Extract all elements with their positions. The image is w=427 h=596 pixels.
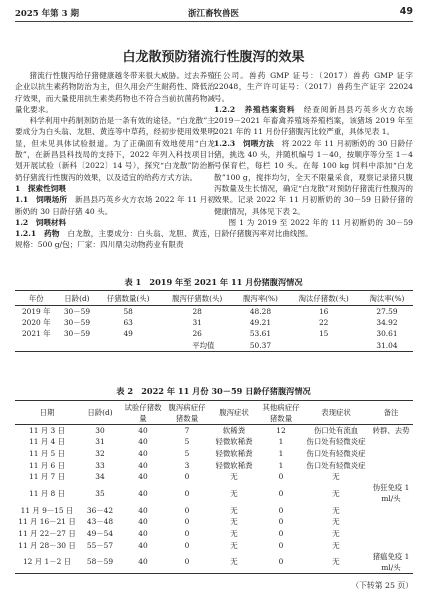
- table-cell: 11 月 3 日: [29, 426, 65, 436]
- right-column: [214, 70, 413, 239]
- table2-header-cell: 腹泻症状: [219, 408, 249, 417]
- section-1-2-2-text: 经查阅新昌县巧英乡火方农场 2019－2021 年畜禽养殖场养殖档案，该猪场 2019 年至 2021 年的 11 月份仔猪腹泻比较严重，具体见表 1。: [214, 104, 414, 137]
- table-row: [15, 328, 413, 339]
- table-cell: 40: [138, 448, 148, 458]
- table-cell: 31: [95, 437, 105, 447]
- table-cell: 0: [184, 505, 190, 515]
- table-cell: 轻微软稀粪: [215, 460, 253, 470]
- section-1-2-2: [214, 104, 413, 138]
- table-cell: [369, 504, 413, 516]
- section-1-1-heading: 1.1 饲喂场所: [15, 195, 68, 205]
- table-cell: 2019 年: [21, 307, 51, 316]
- table-cell: 无: [230, 472, 238, 482]
- table-cell: [369, 528, 413, 540]
- table-cell: 30－59: [63, 307, 91, 316]
- table-row: [15, 539, 413, 551]
- table-cell: 15: [318, 329, 329, 339]
- page-header: [0, 0, 427, 22]
- table-cell: 伤口处有轻微炎症: [306, 437, 366, 447]
- table-cell: 11 月 7 日: [29, 472, 65, 482]
- table-cell: 11 月 16－21 日: [18, 517, 76, 527]
- table-cell: 58: [123, 307, 133, 316]
- left-column: [15, 70, 215, 251]
- table-cell: 28: [192, 307, 202, 316]
- table-cell: 40: [138, 557, 148, 567]
- table-cell: 11 月 9－15 日: [20, 505, 74, 515]
- table-row: [15, 425, 413, 437]
- table-cell: 30－59: [63, 329, 91, 339]
- table-cell: 0: [184, 517, 190, 527]
- table-cell: 无: [230, 488, 238, 498]
- table-cell: 49.21: [249, 318, 272, 328]
- table-cell: 伤口处有轻微炎症: [306, 448, 366, 458]
- table-cell: 40: [138, 437, 148, 447]
- table-cell: 1: [278, 460, 284, 470]
- table-cell: 30－59: [63, 318, 91, 328]
- table-cell: 0: [278, 540, 284, 550]
- table-row: [15, 436, 413, 448]
- table1-average-row: [15, 340, 413, 352]
- table-cell: 无: [332, 488, 340, 498]
- table-cell: 33: [95, 460, 105, 470]
- table-cell: 40: [138, 426, 148, 436]
- table-cell: 无: [332, 472, 340, 482]
- table1-header-cell: 仔猪数量(头): [106, 293, 150, 303]
- table-cell: 11 月 6 日: [29, 460, 65, 470]
- table-cell: 11 月 5 日: [29, 448, 65, 458]
- table-cell: [369, 436, 413, 448]
- table-cell: 34.92: [376, 318, 398, 328]
- table1-body: [15, 306, 413, 340]
- table-cell: 5: [184, 448, 190, 458]
- table-cell: 55－57: [86, 540, 114, 550]
- table1-average-label: 平均值: [192, 340, 215, 350]
- table1-header-cell: 淘汰仔猪数(头): [298, 293, 349, 303]
- table-cell: 5: [184, 437, 190, 447]
- table-cell: 34: [95, 472, 105, 482]
- table-cell: 0: [184, 528, 190, 538]
- table-cell: 40: [138, 472, 148, 482]
- table-cell: 0: [278, 528, 284, 538]
- table-cell: 32: [95, 448, 105, 458]
- table1: [15, 290, 413, 352]
- table-cell: 伪狂免疫 1 ml/头: [372, 483, 410, 504]
- journal-name: 浙江畜牧兽医: [187, 9, 239, 19]
- table-cell: 0: [184, 540, 190, 550]
- table-row: [15, 459, 413, 471]
- table-row: [15, 471, 413, 483]
- table-cell: 30: [95, 426, 105, 436]
- table-row: [15, 306, 413, 318]
- table2-header-cell: 日龄(d): [87, 408, 113, 417]
- table1-header-cell: 日龄(d): [64, 293, 90, 303]
- table-cell: 0: [278, 505, 284, 515]
- table-row: [15, 551, 413, 574]
- table-cell: 无: [230, 557, 238, 567]
- table-cell: 58－59: [86, 557, 114, 567]
- table-cell: 12 月 1－2 日: [22, 557, 72, 567]
- table-cell: [369, 459, 413, 471]
- table1-average-diarrhea-rate: 50.37: [249, 340, 272, 350]
- table-cell: 无: [332, 557, 340, 567]
- table-cell: [369, 471, 413, 483]
- table-cell: 1: [278, 448, 284, 458]
- intro-paragraph: 猪流行性腹泻给仔猪健康越冬带来很大威胁。过去养殖企业以抗生素药物防治为主，但久用会产生耐药性、降低治疗效果，而大量使用抗生素类药物也不符合当前抗菌药物减量化要求。: [15, 71, 215, 114]
- table-cell: 0: [278, 517, 284, 527]
- table-cell: 2021 年: [21, 329, 51, 339]
- table-cell: 36－42: [86, 505, 114, 515]
- table-cell: 0: [184, 472, 190, 482]
- table-row: [15, 482, 413, 504]
- table-cell: 40: [138, 528, 148, 538]
- section-1-2-3: [214, 138, 413, 217]
- table-cell: 转群、去势: [372, 426, 410, 436]
- table1-header-row: [15, 291, 413, 306]
- table-cell: 伤口处有流血: [313, 426, 359, 436]
- section-1-2-3-text: 将 2022 年 11 月初断奶的 30 日龄仔猪，挑选 40 头，并随机编号 1－40，按顺序等分至 1－4 号保育栏，每栏 10 头。在每 100 kg 饲料中添加“白龙散”100 g，搅拌均匀，全天不限量采食，观察记录猪只腹泻数量及生长情况，确定“白龙散”对预防仔猪流行性腹泻的效果。记录 2022 年 11 月初断奶的 30－59 日龄仔猪的健康情况，具体见下表 2。: [214, 138, 414, 216]
- table2-header-cell: 日期: [39, 408, 55, 417]
- table-cell: 11 月 22－27 日: [18, 528, 76, 538]
- table-cell: 30.61: [376, 329, 398, 339]
- table-cell: 无: [332, 505, 340, 515]
- continued-note: （下转第 25 页）: [351, 581, 413, 590]
- table1-average-cull-rate: 31.04: [376, 340, 398, 350]
- table-cell: 22: [318, 318, 329, 328]
- section-1-heading: 1 探索性饲喂: [15, 183, 66, 193]
- table-cell: 0: [278, 557, 284, 567]
- background-paragraph: 科学利用中药制剂防治是一条有效的途径。“白龙散”主要成分为白头翁、龙胆、黄连等中草药，经初步使用效果明显，但未见具体试验报道。为了正确面有效地使用“白龙散”，在新昌县科技局的支持下，2022 年列入科技项目计划开展试验（新科〔2022〕14 号），探究“白龙散”防治断奶仔猪流行性腹泻的效果，以及适宜的给药方式方法。: [15, 116, 215, 182]
- table-cell: 63: [123, 318, 133, 328]
- table-cell: 11 月 4 日: [29, 437, 65, 447]
- section-1-2-heading: 1.2 饲喂材料: [15, 217, 67, 227]
- table-cell: 12: [276, 426, 286, 436]
- table-cell: 40: [138, 460, 148, 470]
- table-cell: 11 月 28－30 日: [18, 540, 76, 550]
- table-cell: 1: [278, 437, 284, 447]
- table-cell: 31: [192, 318, 202, 328]
- table-cell: [369, 539, 413, 551]
- table-cell: 48.28: [249, 307, 272, 316]
- table1-header-cell: 年份: [28, 293, 44, 303]
- section-1-2-1: [15, 228, 215, 251]
- table2-caption: 表 2 2022 年 11 月份 30－59 日龄仔猪腹泻情况: [116, 386, 311, 396]
- table-cell: [369, 448, 413, 460]
- section-1-2-1-text: 白龙散，主要成分：白头翁、龙胆、黄连，规格：500 g/包；厂家：四川鼎尖动物药业有限责: [15, 229, 216, 250]
- table-cell: 无: [332, 528, 340, 538]
- manufacturer-paragraph: 任公司。兽药 GMP 证号：（2017）兽药 GMP 证字 22048，生产许可证号：（2017）兽药生产证字 22024 号。: [214, 71, 413, 103]
- table-cell: 3: [184, 460, 190, 470]
- table-cell: 7: [184, 426, 190, 436]
- table-cell: 40: [138, 505, 148, 515]
- table-cell: 0: [184, 488, 190, 498]
- table2-header-cell: 试验仔猪数量: [124, 402, 162, 423]
- issue-label: 2025 年第 3 期: [15, 9, 79, 19]
- table2-header-cell: 备注: [383, 408, 399, 417]
- figure-note: 图 1 为 2019 至 2022 年的 11 月初断奶的 30－59 日龄仔猪腹泻率对比曲线图。: [214, 217, 413, 239]
- table-row: [15, 516, 413, 528]
- table2: [15, 400, 413, 574]
- table2-body: [15, 425, 413, 574]
- table-cell: 猪瘟免疫 1 ml/头: [372, 551, 410, 572]
- section-1-1-text: 新昌县巧英乡火方农场 2022 年 11 月初断奶的 30 日龄仔猪 40 头。: [15, 195, 215, 216]
- table-row: [15, 528, 413, 540]
- table-cell: 无: [230, 528, 238, 538]
- table-cell: 轻微软稀粪: [215, 437, 253, 447]
- table-cell: 无: [230, 540, 238, 550]
- section-1-2-3-heading: 1.2.3 饲喂方法: [214, 138, 274, 148]
- section-1-2-1-heading: 1.2.1 药物: [15, 229, 60, 239]
- table-cell: 0: [278, 488, 284, 498]
- table-cell: 无: [332, 540, 340, 550]
- section-1-2-2-heading: 1.2.2 养殖档案资料: [214, 104, 296, 114]
- table-cell: 伤口处有轻微炎症: [306, 460, 366, 470]
- table-row: [15, 448, 413, 460]
- table-cell: 2020 年: [21, 318, 51, 328]
- table-cell: 40: [138, 517, 148, 527]
- table-cell: 轻微软稀粪: [215, 448, 253, 458]
- table-cell: 53.61: [249, 329, 272, 339]
- table2-header-cell: 其他病症仔猪数量: [262, 402, 300, 423]
- table1-header-cell: 腹泻率(%): [242, 293, 278, 303]
- table-cell: 无: [230, 517, 238, 527]
- table-cell: [369, 516, 413, 528]
- page-number: 49: [399, 6, 413, 17]
- table1-caption: 表 1 2019 年至 2021 年 11 月份猪腹泻情况: [124, 277, 303, 287]
- table1-header-cell: 淘汰率(%): [369, 293, 405, 303]
- table-cell: 43－48: [86, 517, 114, 527]
- table2-header-cell: 表现症状: [321, 408, 351, 417]
- table-row: [15, 317, 413, 328]
- table-cell: 0: [184, 557, 190, 567]
- table-cell: 35: [95, 488, 105, 498]
- table-cell: 49－54: [86, 528, 114, 538]
- table2-header-cell: 腹泻病症仔猪数量: [168, 402, 206, 423]
- table-cell: 40: [138, 540, 148, 550]
- table1-header-cell: 腹泻仔猪数(头): [172, 293, 223, 303]
- table-cell: 27.59: [376, 307, 398, 316]
- table-cell: 0: [278, 472, 284, 482]
- table-cell: 16: [318, 307, 329, 316]
- table-cell: 40: [138, 488, 148, 498]
- table-cell: 49: [123, 329, 133, 339]
- table2-header-row: [15, 401, 413, 425]
- table-cell: 26: [192, 329, 202, 339]
- section-1-1: [15, 194, 215, 217]
- header-rule: [15, 21, 413, 22]
- table-row: [15, 504, 413, 516]
- table-cell: 无: [332, 517, 340, 527]
- article-title: 白龙散预防猪流行性腹泻的效果: [122, 50, 305, 65]
- table-cell: 软稀粪: [222, 426, 246, 436]
- table-cell: 无: [230, 505, 238, 515]
- table-cell: 11 月 8 日: [29, 488, 65, 498]
